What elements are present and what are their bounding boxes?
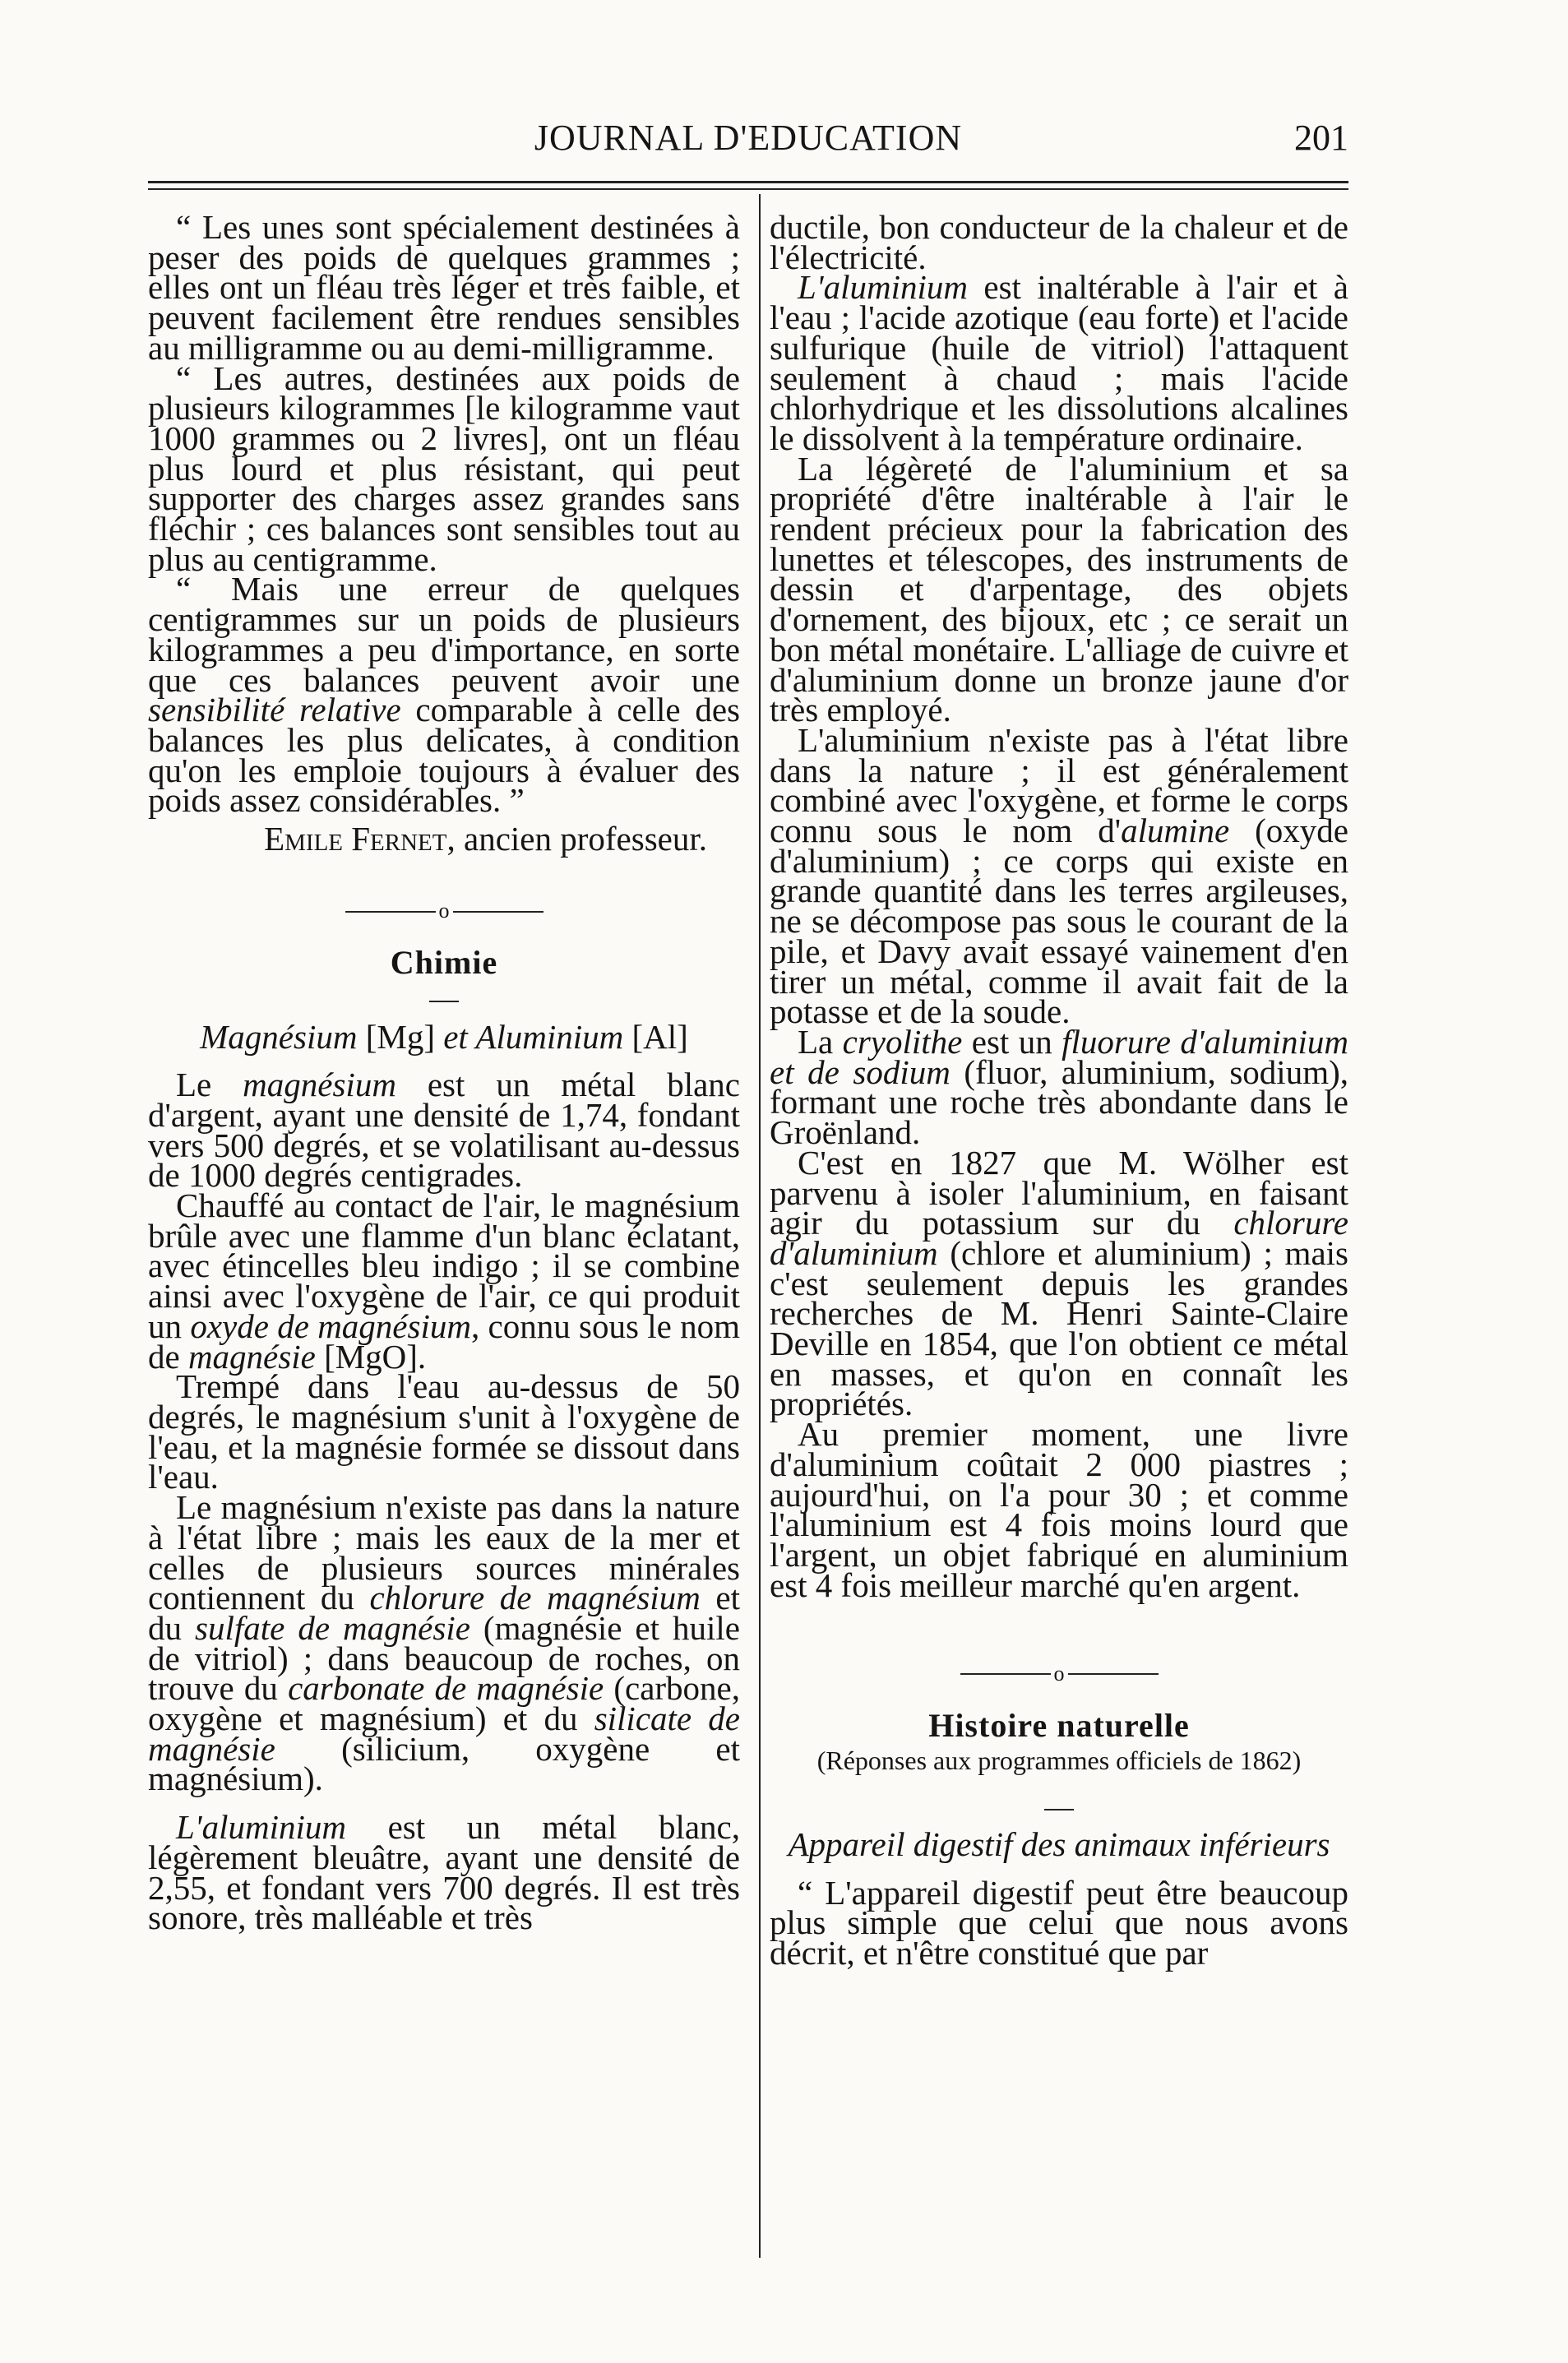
paragraph: C'est en 1827 que M. Wölher est parvenu à isoler l'aluminium, en faisant agir du potassium sur du chlorure d'aluminium (chlore et aluminium) ; mais c'est seulement depuis les grandes recherches de M. Henri Sainte-Claire Deville en 1854, que l'on obtient ce métal en masses, et qu'on en connaît les propriétés. xyxy=(770,1143,1348,1423)
heading-dash xyxy=(770,1791,1348,1821)
paragraph: Le magnésium n'existe pas dans la nature à l'état libre ; mais les eaux de la mer et celles de plusieurs sources minérales contiennent du chlorure de magnésium et du sulfate de magnésie (magnésie et huile de vitriol) ; dans beaucoup de roches, on trouve du carbonate de magnésie (carbone, oxygène et magnésium) et du silicate de magnésie (silicium, oxygène et magnésium). xyxy=(148,1488,740,1798)
paragraph: “ Mais une erreur de quelques centigrammes sur un poids de plusieurs kilogrammes a peu d'importance, en sorte que ces balances peuvent avoir une sensibilité relative comparable à celle des balances les plus delicates, à condition qu'on les emploie toujours à évaluer des poids assez considérables. ” xyxy=(148,570,741,820)
section-separator: o xyxy=(148,895,740,927)
section-heading-histoire-naturelle: Histoire naturelle xyxy=(928,1706,1190,1744)
paragraph: La légèreté de l'aluminium et sa propriété d'être inaltérable à l'air le rendent précieux pour la fabrication des lunettes et télescopes, des instruments de dessin et d'arpentage, des objets d'ornement, des bijoux, etc ; ce serait un bon métal monétaire. L'alliage de cuivre et d'aluminium donne un bronze jaune d'or très employé. xyxy=(770,449,1348,729)
section-heading-chimie: Chimie xyxy=(390,944,498,982)
heading-dash xyxy=(148,983,740,1014)
paragraph: Au premier moment, une livre d'aluminium coûtait 2 000 piastres ; aujourd'hui, on l'a pour 30 ; et comme l'aluminium est 4 fois moins lourd que l'argent, un objet fabriqué en aluminium est 4 fois meilleur marché qu'en argent. xyxy=(770,1415,1348,1604)
column-divider xyxy=(759,194,761,2258)
paragraph: Chauffé au contact de l'air, le magnésium brûle avec une flamme d'un blanc éclatant, avec étincelles bleu indigo ; il se combine ainsi avec l'oxygène de l'air, ce qui produit un oxyde de magnésium, connu sous le nom de magnésie [MgO]. xyxy=(148,1186,741,1376)
author-role: ancien professeur. xyxy=(455,820,707,858)
left-column xyxy=(148,208,741,1937)
running-title: JOURNAL D'EDUCATION xyxy=(534,118,963,158)
paragraph: “ L'appareil digestif peut être beaucoup plus simple que celui que nous avons décrit, et n'être constitué que par xyxy=(770,1873,1348,1972)
paragraph: Le magnésium est un métal blanc d'argent, ayant une densité de 1,74, fondant vers 500 degrés, et se volatilisant au-dessus de 1000 degrés centigrades. xyxy=(148,1066,740,1195)
signature xyxy=(148,820,740,858)
author-name: Emile Fernet, xyxy=(264,820,456,858)
header-rule-bottom xyxy=(148,188,1348,190)
paragraph: L'aluminium est un métal blanc, légèrement bleuâtre, ayant une densité de 2,55, et fondant vers 700 degrés. Il est très sonore, très malléable et très xyxy=(148,1808,740,1937)
right-column xyxy=(770,208,1349,1972)
paragraph: La cryolithe est un fluorure d'aluminium et de sodium (fluor, aluminium, sodium), formant une roche très abondante dans le Groënland. xyxy=(770,1022,1349,1152)
page-header xyxy=(148,117,1348,163)
section-note: (Réponses aux programmes officiels de 1862) xyxy=(816,1746,1302,1776)
section-subtitle: Magnésium [Mg] et Aluminium [Al] xyxy=(200,1017,688,1056)
paragraph: “ Les autres, destinées aux poids de plusieurs kilogrammes [le kilogramme vaut 1000 grammes ou 2 livres], ont un fléau plus lourd et plus résistant, qui peut supporter des charges assez grandes sans fléchir ; ces balances sont sensibles tout au plus au centigramme. xyxy=(148,358,740,578)
paragraph: Trempé dans l'eau au-dessus de 50 degrés, le magnésium s'unit à l'oxygène de l'eau, et la magnésie formée se dissout dans l'eau. xyxy=(148,1367,740,1496)
paragraph: L'aluminium est inaltérable à l'air et à l'eau ; l'acide azotique (eau forte) et l'acide sulfurique (huile de vitriol) l'attaquent seulement à chaud ; mais l'acide chlorhydrique et les dissolutions alcalines le dissolvent à la température ordinaire. xyxy=(770,268,1348,457)
page-number: 201 xyxy=(1294,118,1348,158)
paragraph: ductile, bon conducteur de la chaleur et de l'électricité. xyxy=(770,208,1348,276)
paragraph: “ Les unes sont spécialement destinées à peser des poids de quelques grammes ; elles ont un fléau très léger et très faible, et peuvent facilement être rendues sensibles au milligramme ou au demi-milligramme. xyxy=(148,208,740,367)
paragraph: L'aluminium n'existe pas à l'état libre dans la nature ; il est généralement combiné avec l'oxygène, et forme le corps connu sous le nom d'alumine (oxyde d'aluminium) ; ce corps qui existe en grande quantité dans les terres argileuses, ne se décompose pas sous le courant de la pile, et Davy avait essayé vainement d'en tirer un métal, comme il avait fait de la potasse et de la soude. xyxy=(770,720,1348,1031)
header-rule-top xyxy=(148,181,1348,183)
section-subtitle: Appareil digestif des animaux inférieurs xyxy=(788,1824,1330,1863)
section-separator: o xyxy=(770,1658,1348,1689)
